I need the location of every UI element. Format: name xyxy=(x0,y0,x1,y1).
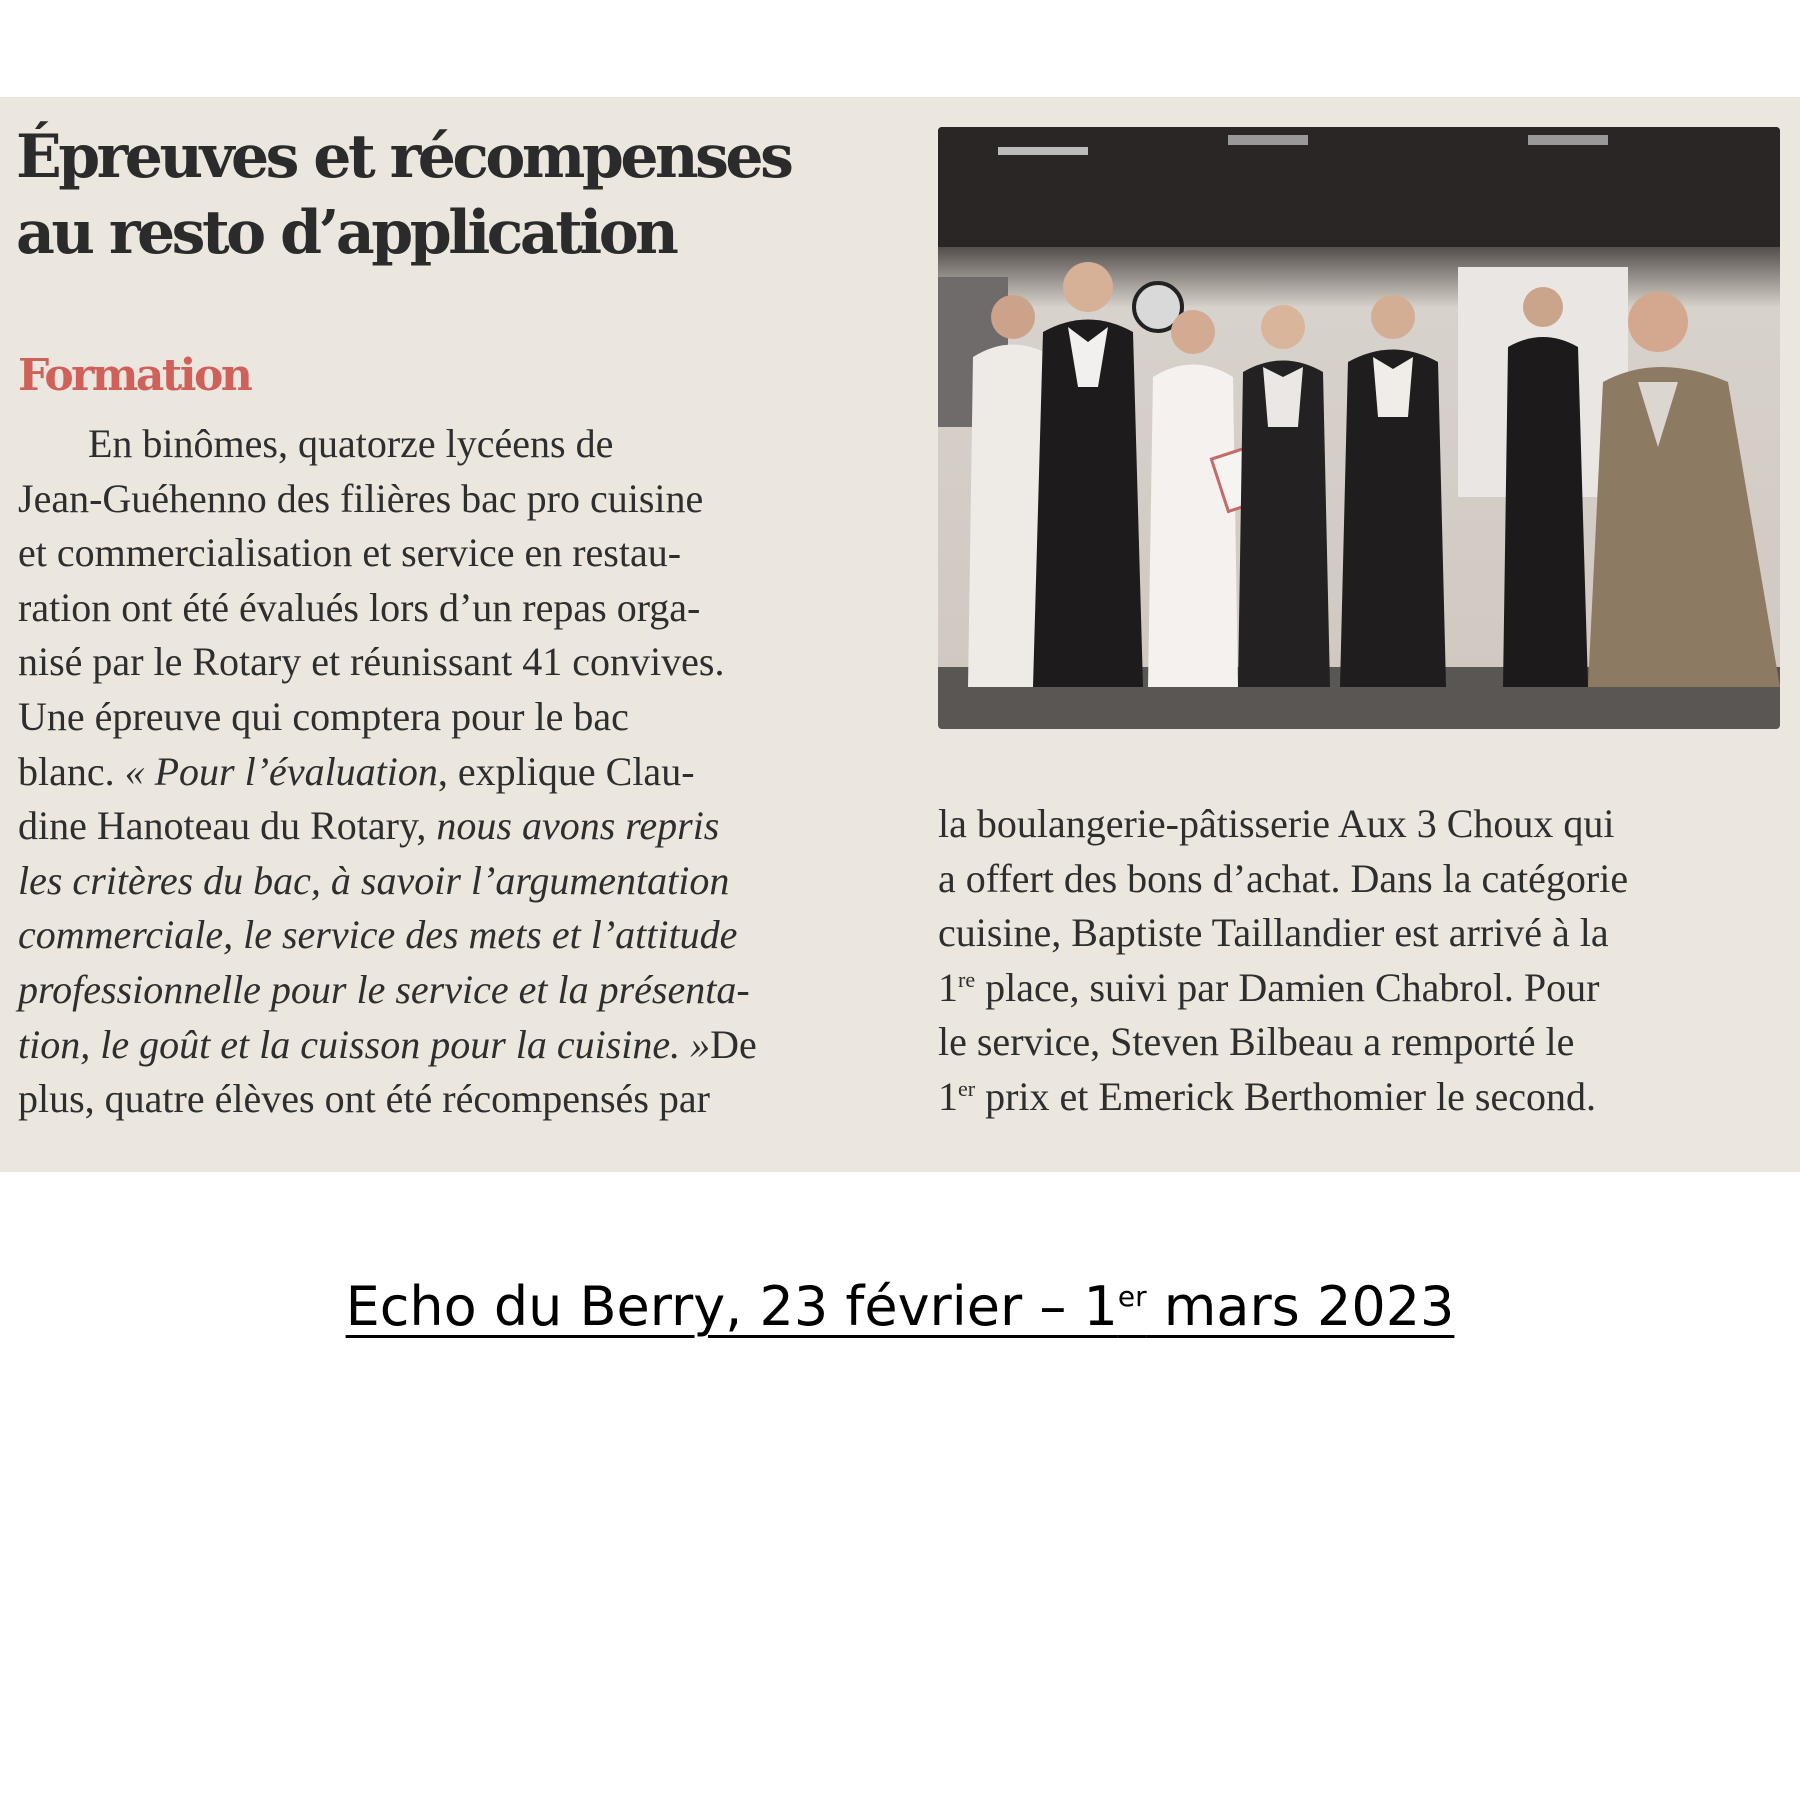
body-line: plus, quatre élèves ont été récompensés par xyxy=(18,1076,710,1122)
body-line: 1re place, suivi par Damien Chabrol. Pour xyxy=(938,964,1600,1010)
quote-text: professionnelle pour le service et la présenta- xyxy=(18,966,750,1012)
body-line: Jean-Guéhenno des filières bac pro cuisine xyxy=(18,475,704,521)
quote-text: nous avons repris xyxy=(436,803,720,849)
headline-line-1: Épreuves et récompenses xyxy=(16,122,791,192)
body-line: blanc. xyxy=(18,748,115,794)
body-line: Une épreuve qui comptera pour le bac xyxy=(18,693,629,739)
article-column-1 xyxy=(18,417,855,1127)
quote-text: les critères du bac, à savoir l’argumentation xyxy=(18,857,730,903)
award-ceremony-photo xyxy=(938,127,1780,729)
body-line: cuisine, Baptiste Taillandier est arrivé à la xyxy=(938,910,1609,956)
body-line: 1er prix et Emerick Berthomier le second. xyxy=(938,1073,1596,1119)
body-line: dine Hanoteau du Rotary, xyxy=(18,803,437,849)
newspaper-clipping xyxy=(0,97,1800,1172)
body-line: , explique Clau- xyxy=(437,748,695,794)
body-line: En binômes, quatorze lycéens de xyxy=(88,421,614,466)
body-line: la boulangerie-pâtisserie Aux 3 Choux qui xyxy=(938,801,1615,846)
article-photo xyxy=(938,127,1780,729)
body-line: ration ont été évalués lors d’un repas orga- xyxy=(18,584,701,630)
headline-line-2: au resto d’application xyxy=(16,198,676,268)
article-headline xyxy=(16,119,896,271)
body-line: De xyxy=(710,1021,757,1067)
body-line: le service, Steven Bilbeau a remporté le xyxy=(938,1019,1575,1065)
quote-text: « Pour l’évaluation xyxy=(124,748,438,794)
quote-text: commerciale, le service des mets et l’attitude xyxy=(18,912,738,958)
quote-text: tion, le goût et la cuisson pour la cuisine. » xyxy=(18,1021,711,1067)
article-rubric: Formation xyxy=(18,350,251,401)
body-line: a offert des bons d’achat. Dans la catégorie xyxy=(938,855,1629,901)
article-column-2 xyxy=(938,797,1780,1125)
body-line: et commercialisation et service en restau- xyxy=(18,530,682,576)
body-line: nisé par le Rotary et réunissant 41 convives. xyxy=(18,639,725,685)
source-caption: Echo du Berry, 23 février – 1er mars 2023 xyxy=(345,1275,1455,1338)
